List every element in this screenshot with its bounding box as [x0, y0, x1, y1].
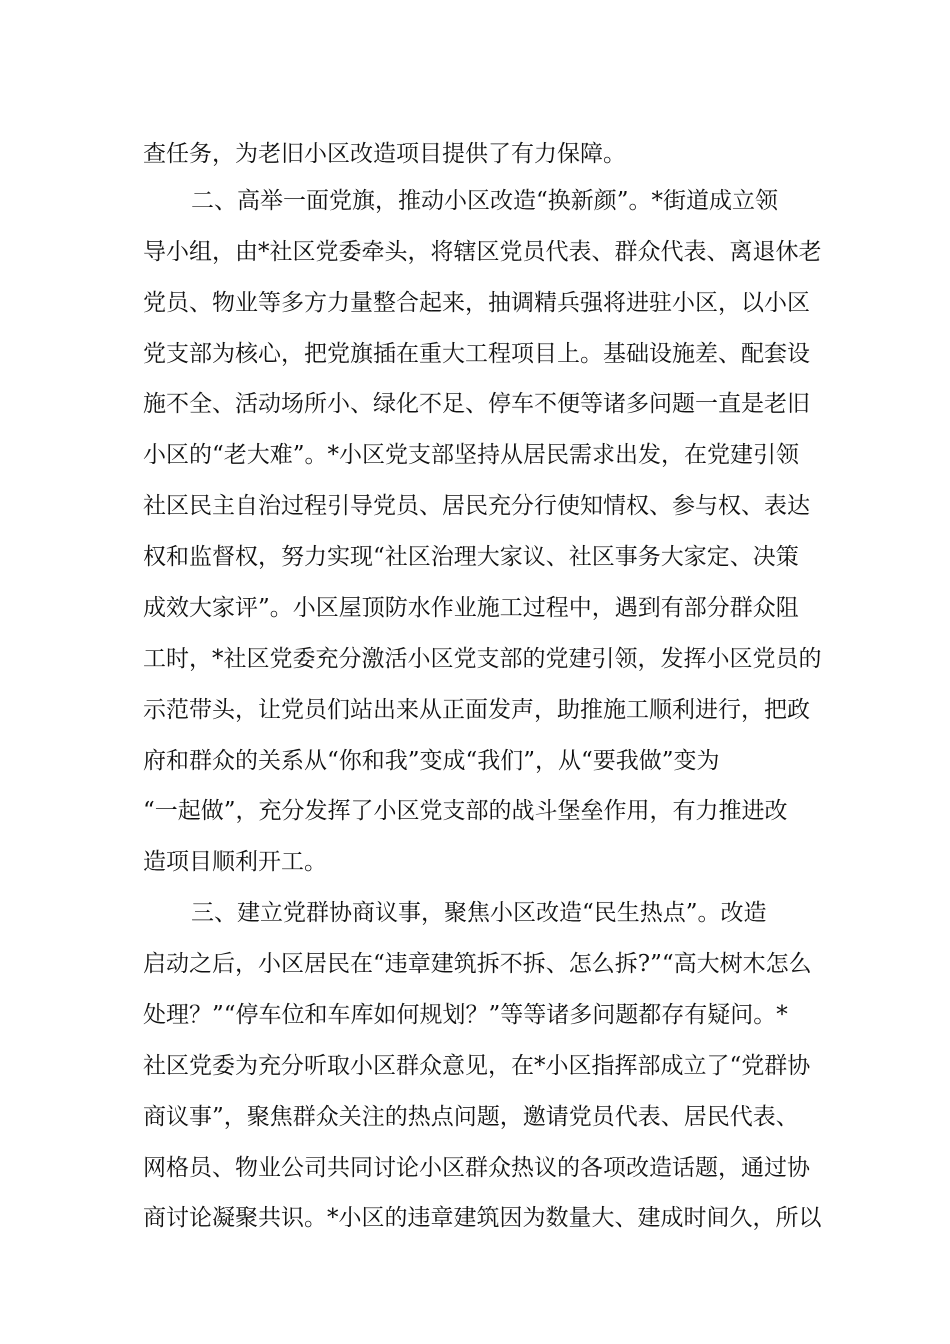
paragraph-2-line: 示范带头，让党员们站出来从正面发声，助推施工顺利进行，把政	[143, 697, 810, 723]
paragraph-2-line: 成效大家评”。小区屋顶防水作业施工过程中，遇到有部分群众阻	[143, 595, 799, 621]
paragraph-2-line: “一起做”，充分发挥了小区党支部的战斗堡垒作用，有力推进改	[143, 798, 788, 824]
paragraph-3-line: 处理？”“停车位和车库如何规划？”等等诸多问题都存有疑问。*	[143, 1002, 788, 1028]
paragraph-2-line: 造项目顺利开工。	[143, 849, 327, 875]
paragraph-3-line: 社区党委为充分听取小区群众意见，在*小区指挥部成立了“党群协	[143, 1053, 811, 1079]
paragraph-2-line: 小区的“老大难”。*小区党支部坚持从居民需求出发，在党建引领	[143, 442, 800, 468]
paragraph-2-line: 党员、物业等多方力量整合起来，抽调精兵强将进驻小区，以小区	[143, 290, 810, 316]
paragraph-2-line: 社区民主自治过程引导党员、居民充分行使知情权、参与权、表达	[143, 493, 810, 519]
paragraph-3-line: 商议事”，聚焦群众关注的热点问题，邀请党员代表、居民代表、	[143, 1104, 799, 1130]
paragraph-2-line: 施不全、活动场所小、绿化不足、停车不便等诸多问题一直是老旧	[143, 391, 810, 417]
paragraph-1-line: 查任务，为老旧小区改造项目提供了有力保障。	[143, 141, 626, 167]
paragraph-2-line: 工时，*社区党委充分激活小区党支部的党建引领，发挥小区党员的	[143, 646, 822, 672]
paragraph-3-line: 商讨论凝聚共识。*小区的违章建筑因为数量大、建成时间久，所以	[143, 1205, 822, 1231]
paragraph-3-line: 启动之后，小区居民在“违章建筑拆不拆、怎么拆?”“高大树木怎么	[143, 951, 812, 977]
paragraph-2-line: 权和监督权，努力实现“社区治理大家议、社区事务大家定、决策	[143, 544, 799, 570]
paragraph-3-line: 网格员、物业公司共同讨论小区群众热议的各项改造话题，通过协	[143, 1155, 810, 1181]
paragraph-2-line: 府和群众的关系从“你和我”变成“我们”，从“要我做”变为	[143, 748, 720, 774]
paragraph-2-line: 导小组，由*社区党委牵头，将辖区党员代表、群众代表、离退休老	[143, 239, 822, 265]
paragraph-3-line: 三、建立党群协商议事，聚焦小区改造“民生热点”。改造	[191, 900, 767, 926]
paragraph-2-line: 二、高举一面党旗，推动小区改造“换新颜”。*街道成立领	[191, 188, 779, 214]
paragraph-2-line: 党支部为核心，把党旗插在重大工程项目上。基础设施差、配套设	[143, 341, 810, 367]
